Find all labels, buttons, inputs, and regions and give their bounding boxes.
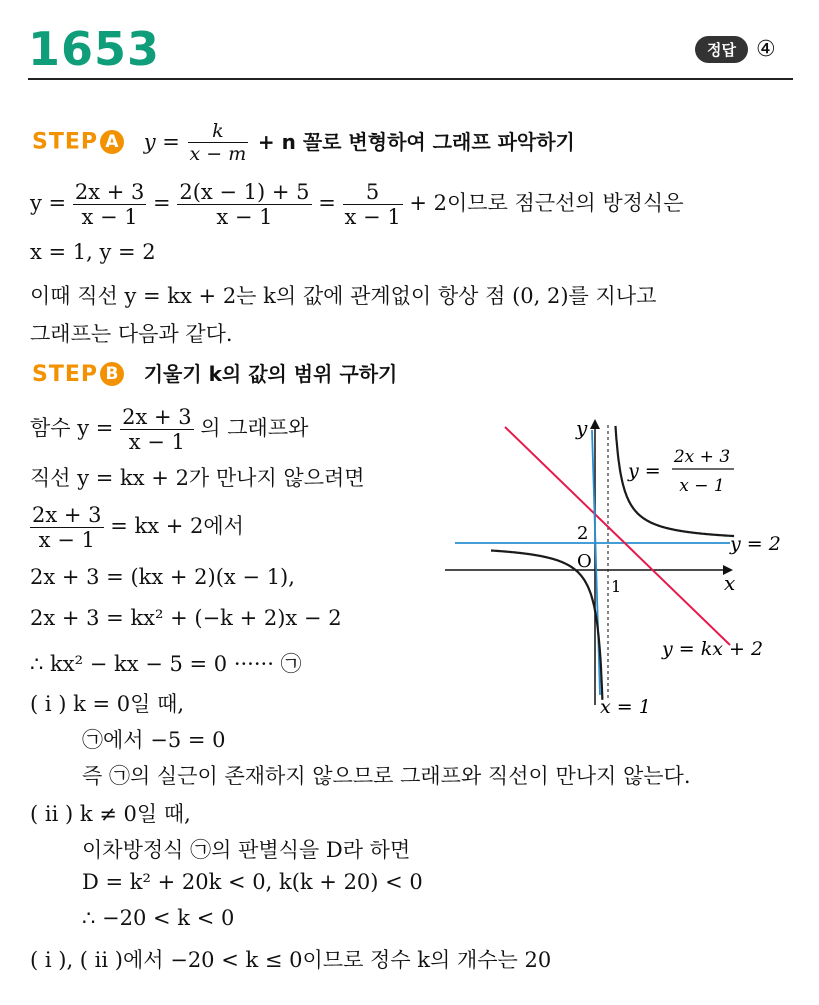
- step-a-title-den: x − m: [189, 143, 247, 165]
- fraction-3: [343, 180, 403, 229]
- step-b-line5: 2x + 3 = kx² + (−k + 2)x − 2: [30, 606, 342, 630]
- kx-line-label: y = kx + 2: [662, 638, 764, 660]
- step-b-line1-den: x − 1: [128, 430, 185, 454]
- fraction-1-den: x − 1: [81, 205, 138, 229]
- equals-1: =: [153, 191, 171, 215]
- case-2-heading: ( ii ) k ≠ 0일 때,: [30, 802, 191, 826]
- case-1-conclusion: 즉 ㉠의 실근이 존재하지 않으므로 그래프와 직선이 만나지 않는다.: [82, 764, 691, 788]
- step-a-label: STEP: [32, 129, 99, 155]
- final-conclusion: ( i ), ( ii )에서 −20 < k ≤ 0이므로 정수 k의 개수는 20: [30, 948, 552, 972]
- step-b-circle: B: [100, 362, 124, 386]
- step-a-title-num: k: [188, 120, 249, 143]
- x-axis-label: x: [724, 571, 736, 595]
- case-1-heading: ( i ) k = 0일 때,: [30, 692, 185, 716]
- curve-label-den: x − 1: [679, 476, 725, 496]
- fraction-2-num: 2(x − 1) + 5: [179, 180, 310, 204]
- header-rule: [28, 78, 793, 80]
- step-b-line1-num: 2x + 3: [122, 405, 192, 429]
- tick-2-label: 2: [577, 523, 589, 544]
- step-b-line3-den: x − 1: [38, 528, 95, 552]
- fraction-2: [177, 180, 311, 229]
- v-asymptote-label: x = 1: [600, 696, 651, 715]
- case-2-discriminant-intro: 이차방정식 ㉠의 판별식을 D라 하면: [82, 838, 411, 862]
- step-b-line4: 2x + 3 = (kx + 2)(x − 1),: [30, 565, 295, 589]
- fraction-3-num: 5: [343, 180, 403, 205]
- step-a-line2: x = 1, y = 2: [30, 240, 156, 264]
- step-a-title-prefix: y =: [143, 129, 180, 154]
- answer-value: ④: [755, 37, 776, 62]
- step-a-title-suffix: + n 꼴로 변형하여 그래프 파악하기: [257, 129, 575, 154]
- answer-box: [695, 36, 776, 63]
- origin-label: O: [577, 551, 592, 572]
- step-b-line1-prefix: 함수 y =: [30, 416, 114, 440]
- curve-label-num: 2x + 3: [673, 447, 731, 467]
- step-b-line1-fraction: [120, 405, 194, 454]
- step-b-line2: 직선 y = kx + 2가 만나지 않으려면: [30, 466, 365, 490]
- y-axis-arrow-icon: [590, 419, 600, 429]
- curve-label-prefix: y =: [628, 460, 661, 482]
- step-a-title-fraction: [188, 120, 249, 165]
- h-asymptote-label: y = 2: [730, 533, 781, 555]
- case-2-inequality: D = k² + 20k < 0, k(k + 20) < 0: [82, 870, 423, 894]
- steep-line: [592, 430, 600, 695]
- fraction-1: [73, 180, 147, 229]
- fraction-3-den: x − 1: [344, 205, 401, 229]
- step-b-line6: ∴ kx² − kx − 5 = 0 ······ ㉠: [30, 652, 302, 676]
- step-b-line1-suffix: 의 그래프와: [200, 416, 309, 440]
- step-a-line1: [30, 180, 684, 229]
- step-a-line1-tail: + 2이므로 점근선의 방정식은: [409, 191, 684, 215]
- step-b-line3-suffix: = kx + 2에서: [110, 514, 244, 538]
- equals-2: =: [318, 191, 336, 215]
- step-a-circle: A: [100, 130, 124, 154]
- step-b-line3: [30, 503, 244, 552]
- step-b-line1: [30, 405, 308, 454]
- answer-badge: 정답: [695, 36, 748, 63]
- step-a-line3: 이때 직선 y = kx + 2는 k의 값에 관계없이 항상 점 (0, 2)를 지나고: [30, 284, 657, 308]
- case-2-range: ∴ −20 < k < 0: [82, 906, 235, 930]
- step-a-line1-lhs: y =: [30, 191, 67, 215]
- step-b-line3-fraction: [30, 503, 104, 552]
- step-b-heading: [32, 358, 397, 387]
- step-b-line3-num: 2x + 3: [32, 503, 102, 527]
- y-axis-label: y: [576, 416, 588, 440]
- fraction-2-den: x − 1: [216, 205, 273, 229]
- step-b-label: STEP: [32, 362, 99, 387]
- hyperbola-left-branch: [491, 551, 602, 700]
- function-graph: [440, 415, 785, 715]
- fraction-1-num: 2x + 3: [74, 180, 145, 204]
- tick-1-label: 1: [611, 577, 622, 596]
- step-b-title: 기울기 k의 값의 범위 구하기: [143, 362, 398, 386]
- step-a-line4: 그래프는 다음과 같다.: [30, 322, 233, 346]
- problem-number: 1653: [28, 22, 161, 76]
- case-1-equation: ㉠에서 −5 = 0: [82, 728, 226, 752]
- step-a-heading: [32, 120, 575, 165]
